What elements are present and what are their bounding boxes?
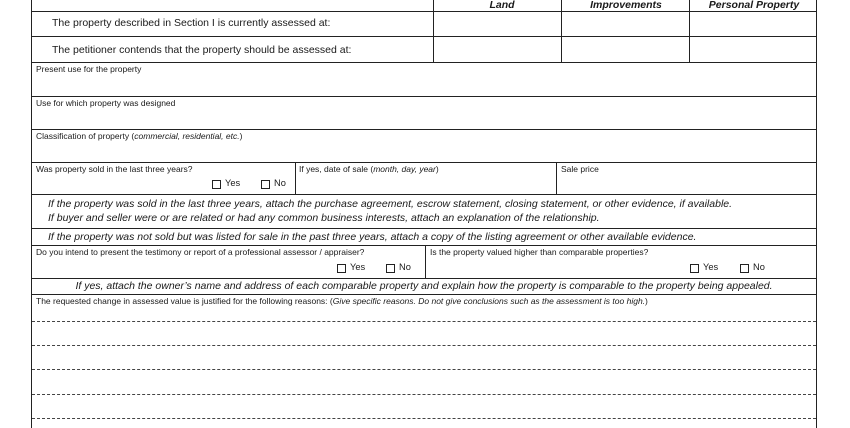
column-divider — [425, 245, 426, 278]
designed-use-field[interactable] — [32, 110, 816, 129]
valued-higher-no-label: No — [753, 262, 765, 272]
row-divider — [32, 228, 816, 229]
testimony-no-label: No — [399, 262, 411, 272]
designed-use-label: Use for which property was designed — [36, 98, 176, 108]
present-use-field[interactable] — [32, 76, 816, 96]
land-column-header: Land — [489, 0, 515, 11]
sold-note-line1: If the property was sold in the last three years, attach the purchase agreement, escrow statement, closing statement, or other evidence, if available. — [48, 198, 733, 210]
personal-property-contended-field[interactable] — [690, 37, 817, 62]
assessment-appeal-form — [31, 0, 817, 428]
row-divider — [32, 162, 816, 163]
testimony-yes-checkbox[interactable] — [337, 264, 346, 273]
personal-property-assessed-field[interactable] — [690, 12, 817, 36]
testimony-question: Do you intend to present the testimony or report of a professional assessor / appraiser? — [36, 247, 365, 257]
answer-line — [32, 418, 816, 419]
sale-price-field[interactable] — [557, 175, 818, 194]
row-divider — [32, 245, 816, 246]
sold-yes-checkbox[interactable] — [212, 180, 221, 189]
classification-field[interactable] — [32, 143, 816, 162]
sold-no-label: No — [274, 178, 286, 188]
row-divider — [32, 194, 816, 195]
reasons-text-area[interactable] — [32, 308, 816, 428]
row-divider — [32, 62, 816, 63]
row-divider — [32, 129, 816, 130]
present-use-label: Present use for the property — [36, 64, 142, 74]
valued-higher-no-checkbox[interactable] — [740, 264, 749, 273]
currently-assessed-label: The property described in Section I is currently assessed at: — [52, 17, 331, 29]
testimony-yes-label: Yes — [350, 262, 366, 272]
answer-line — [32, 321, 816, 322]
valued-higher-yes-label: Yes — [703, 262, 719, 272]
sold-yes-label: Yes — [225, 178, 241, 188]
date-of-sale-field[interactable] — [296, 175, 556, 194]
comparable-note: If yes, attach the owner’s name and address of each comparable property and explain how the property is comparable to the property being appealed. — [75, 280, 773, 292]
sold-note-line2: If buyer and seller were or are related or had any common business interests, attach an explanation of the relationship. — [48, 212, 600, 224]
listed-note: If the property was not sold but was listed for sale in the past three years, attach a copy of the listing agreement or other available evidence. — [48, 231, 697, 243]
petitioner-contends-label: The petitioner contends that the property should be assessed at: — [52, 44, 352, 56]
sold-no-checkbox[interactable] — [261, 180, 270, 189]
personal-property-column-header: Personal Property — [708, 0, 800, 11]
land-assessed-field[interactable] — [434, 12, 561, 36]
answer-line — [32, 394, 816, 395]
valued-higher-question: Is the property valued higher than comparable properties? — [430, 247, 649, 257]
land-contended-field[interactable] — [434, 37, 561, 62]
valued-higher-yes-checkbox[interactable] — [690, 264, 699, 273]
reasons-label: The requested change in assessed value is justified for the following reasons: (Give specific reasons. Do not give conclusions such as the assessment is too high.) — [36, 296, 648, 306]
row-divider — [32, 294, 816, 295]
sold-question: Was property sold in the last three years? — [36, 164, 193, 174]
testimony-no-checkbox[interactable] — [386, 264, 395, 273]
answer-line — [32, 345, 816, 346]
improvements-assessed-field[interactable] — [562, 12, 689, 36]
improvements-contended-field[interactable] — [562, 37, 689, 62]
improvements-column-header: Improvements — [590, 0, 662, 11]
classification-label: Classification of property (commercial, residential, etc.) — [36, 131, 243, 141]
row-divider — [32, 96, 816, 97]
answer-line — [32, 369, 816, 370]
row-divider — [32, 278, 816, 279]
sale-price-label: Sale price — [561, 164, 599, 174]
date-of-sale-label: If yes, date of sale (month, day, year) — [299, 164, 439, 174]
